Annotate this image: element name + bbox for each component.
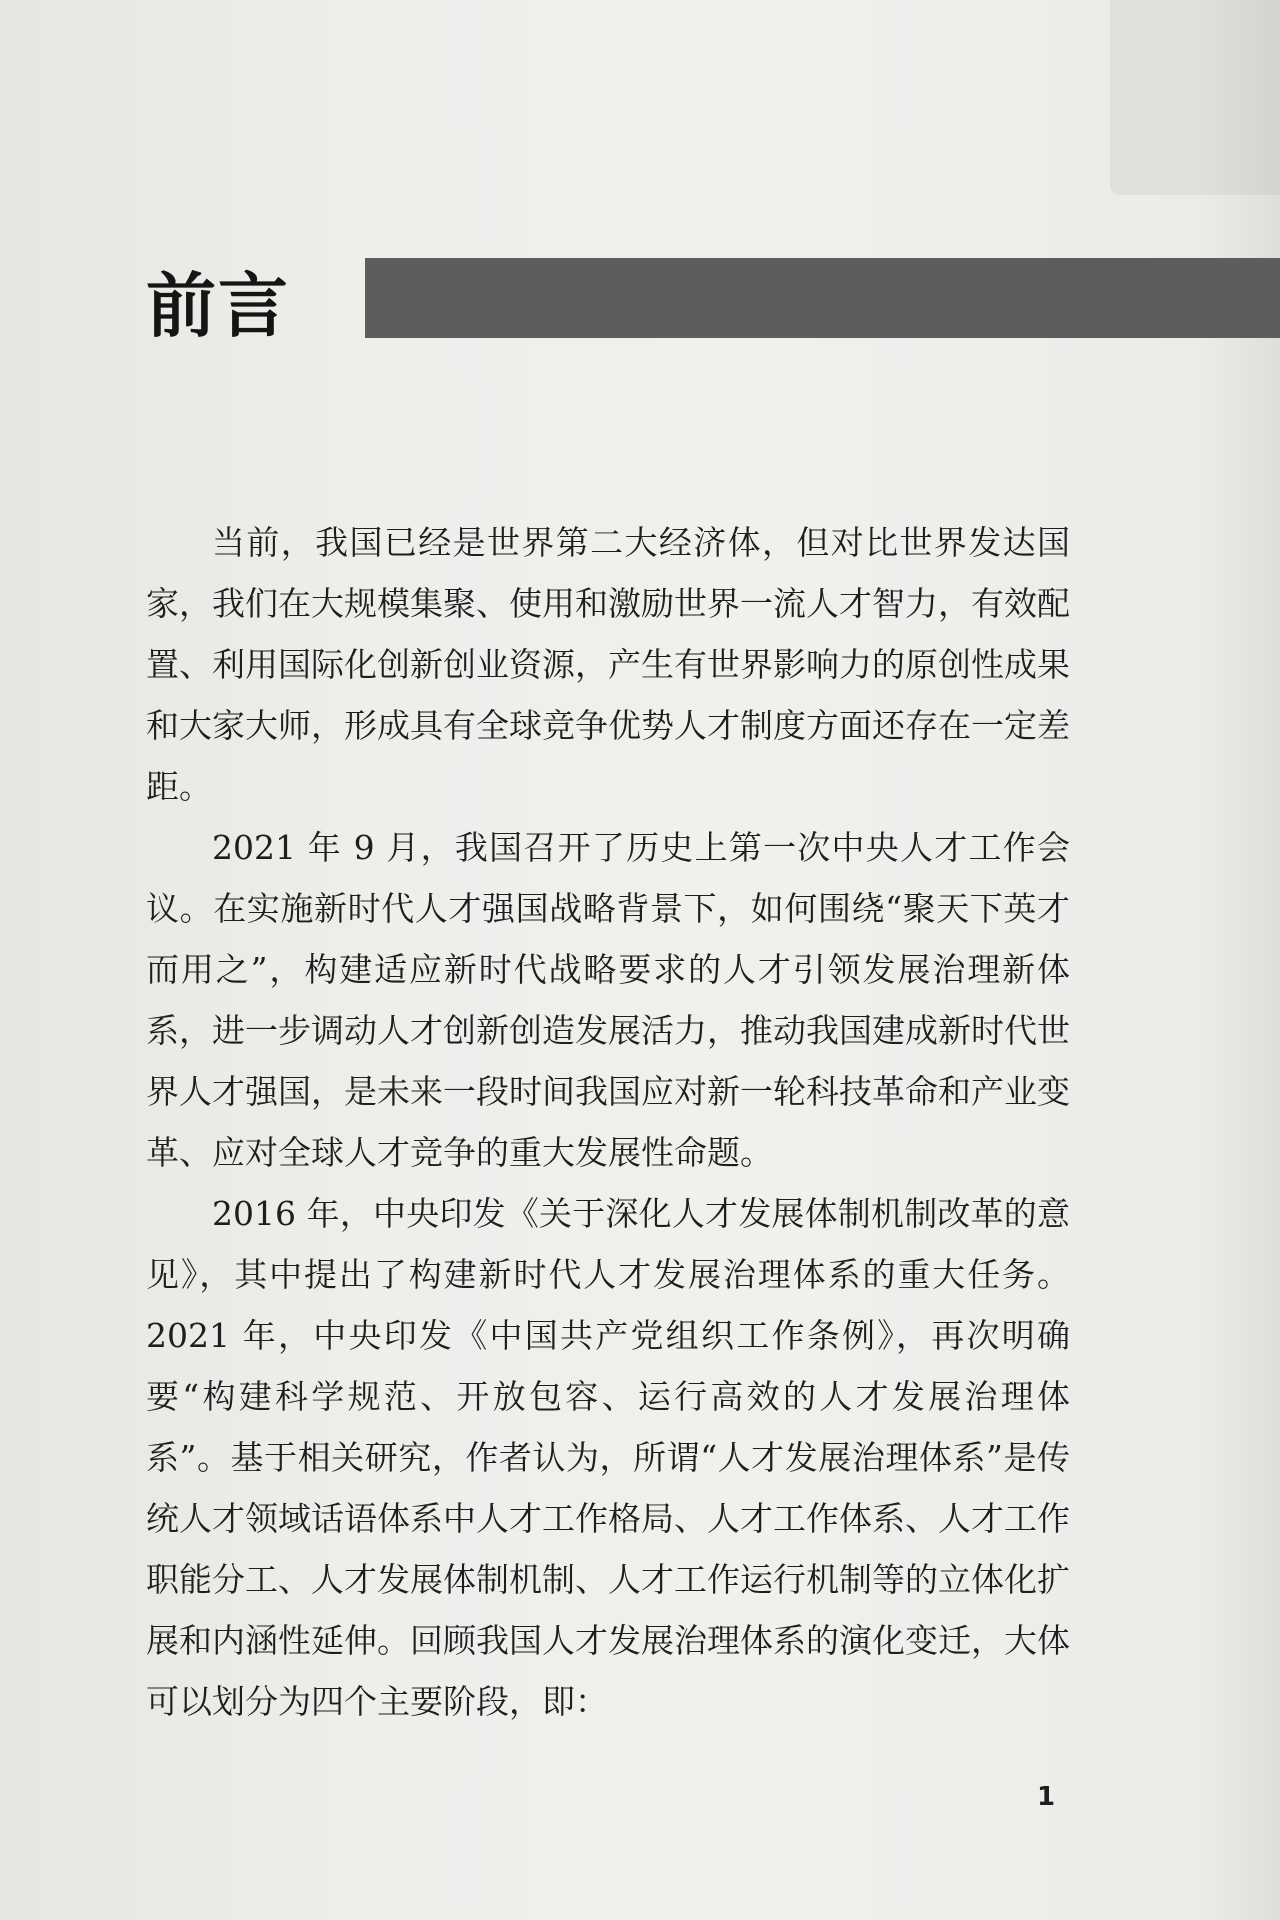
paragraph-2: 2021 年 9 月，我国召开了历史上第一次中央人才工作会议。在实施新时代人才强国战略背景下，如何围绕“聚天下英才而用之”，构建适应新时代战略要求的人才引领发展治理新体系，进一步调动人才创新创造发展活力，推动我国建成新时代世界人才强国，是未来一段时间我国应对新一轮科技革命和产业变革、应对全球人才竞争的重大发展性命题。 [146, 828, 1070, 1172]
page-title: 前言 [146, 265, 290, 347]
paragraph-3: 2016 年，中央印发《关于深化人才发展体制机制改革的意见》，其中提出了构建新时代人才发展治理体系的重大任务。2021 年，中央印发《中国共产党组织工作条例》，再次明确要“构建科学规范、开放包容、运行高效的人才发展治理体系”。基于相关研究，作者认为，所谓“人才发展治理体系”是传统人才领域话语体系中人才工作格局、人才工作体系、人才工作职能分工、人才发展体制机制、人才工作运行机制等的立体化扩展和内涵性延伸。回顾我国人才发展治理体系的演化变迁，大体可以划分为四个主要阶段，即： [146, 1194, 1070, 1721]
title-decoration-bar [365, 258, 1280, 338]
body-text [146, 512, 1070, 1732]
paragraph-1: 当前，我国已经是世界第二大经济体，但对比世界发达国家，我们在大规模集聚、使用和激励世界一流人才智力，有效配置、利用国际化创新创业资源，产生有世界影响力的原创性成果和大家大师，形成具有全球竞争优势人才制度方面还存在一定差距。 [146, 523, 1070, 806]
page-number: 1 [1037, 1782, 1056, 1812]
